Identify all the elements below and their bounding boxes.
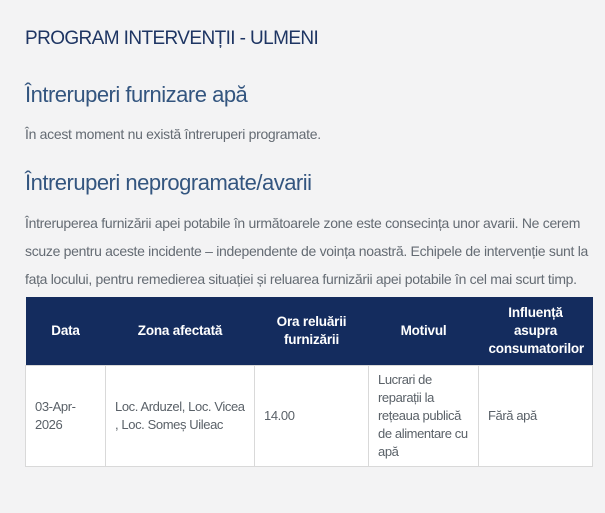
cell-reason: Lucrari de reparații la rețeaua publică de alimentare cu apă: [369, 366, 479, 467]
interruptions-table-body: [26, 366, 593, 467]
unprogrammed-interruptions-heading: Întreruperi neprogramate/avarii: [25, 170, 312, 195]
column-header-motivul: Motivul: [369, 297, 479, 366]
column-header-ora-reluarii: Ora reluării furnizării: [255, 297, 369, 366]
cell-consumer-impact: Fără apă: [479, 366, 593, 467]
section-unprogrammed-interruptions: [25, 170, 592, 293]
table-header-row: [26, 297, 593, 366]
unprogrammed-interruptions-description: Întreruperea furnizării apei potabile în următoarele zone este consecința unor avarii. Ne cerem scuze pentru aceste incidente – independente de voința noastră. Echipele de intervenție sunt la fața locului, pentru remedierea situației și reluarea furnizării apei potabile în cel mai scurt timp.: [25, 215, 589, 287]
cell-date: 03-Apr-2026: [26, 366, 106, 467]
interruptions-table-header: [26, 297, 593, 366]
column-header-data: Data: [26, 297, 106, 366]
section-programmed-interruptions: [25, 82, 592, 144]
programmed-interruptions-status: În acest moment nu există întreruperi programate.: [25, 126, 321, 142]
page-title: PROGRAM INTERVENȚII - ULMENI: [25, 28, 319, 49]
column-header-influenta: Influență asupra consumatorilor: [479, 297, 593, 366]
cell-affected-zone: Loc. Arduzel, Loc. Vicea , Loc. Someș Uileac: [106, 366, 255, 467]
cell-resume-time: 14.00: [255, 366, 369, 467]
programmed-interruptions-heading: Întreruperi furnizare apă: [25, 82, 248, 107]
column-header-zona-afectata: Zona afectată: [106, 297, 255, 366]
table-row: [26, 366, 593, 467]
interruptions-table: [25, 297, 593, 467]
